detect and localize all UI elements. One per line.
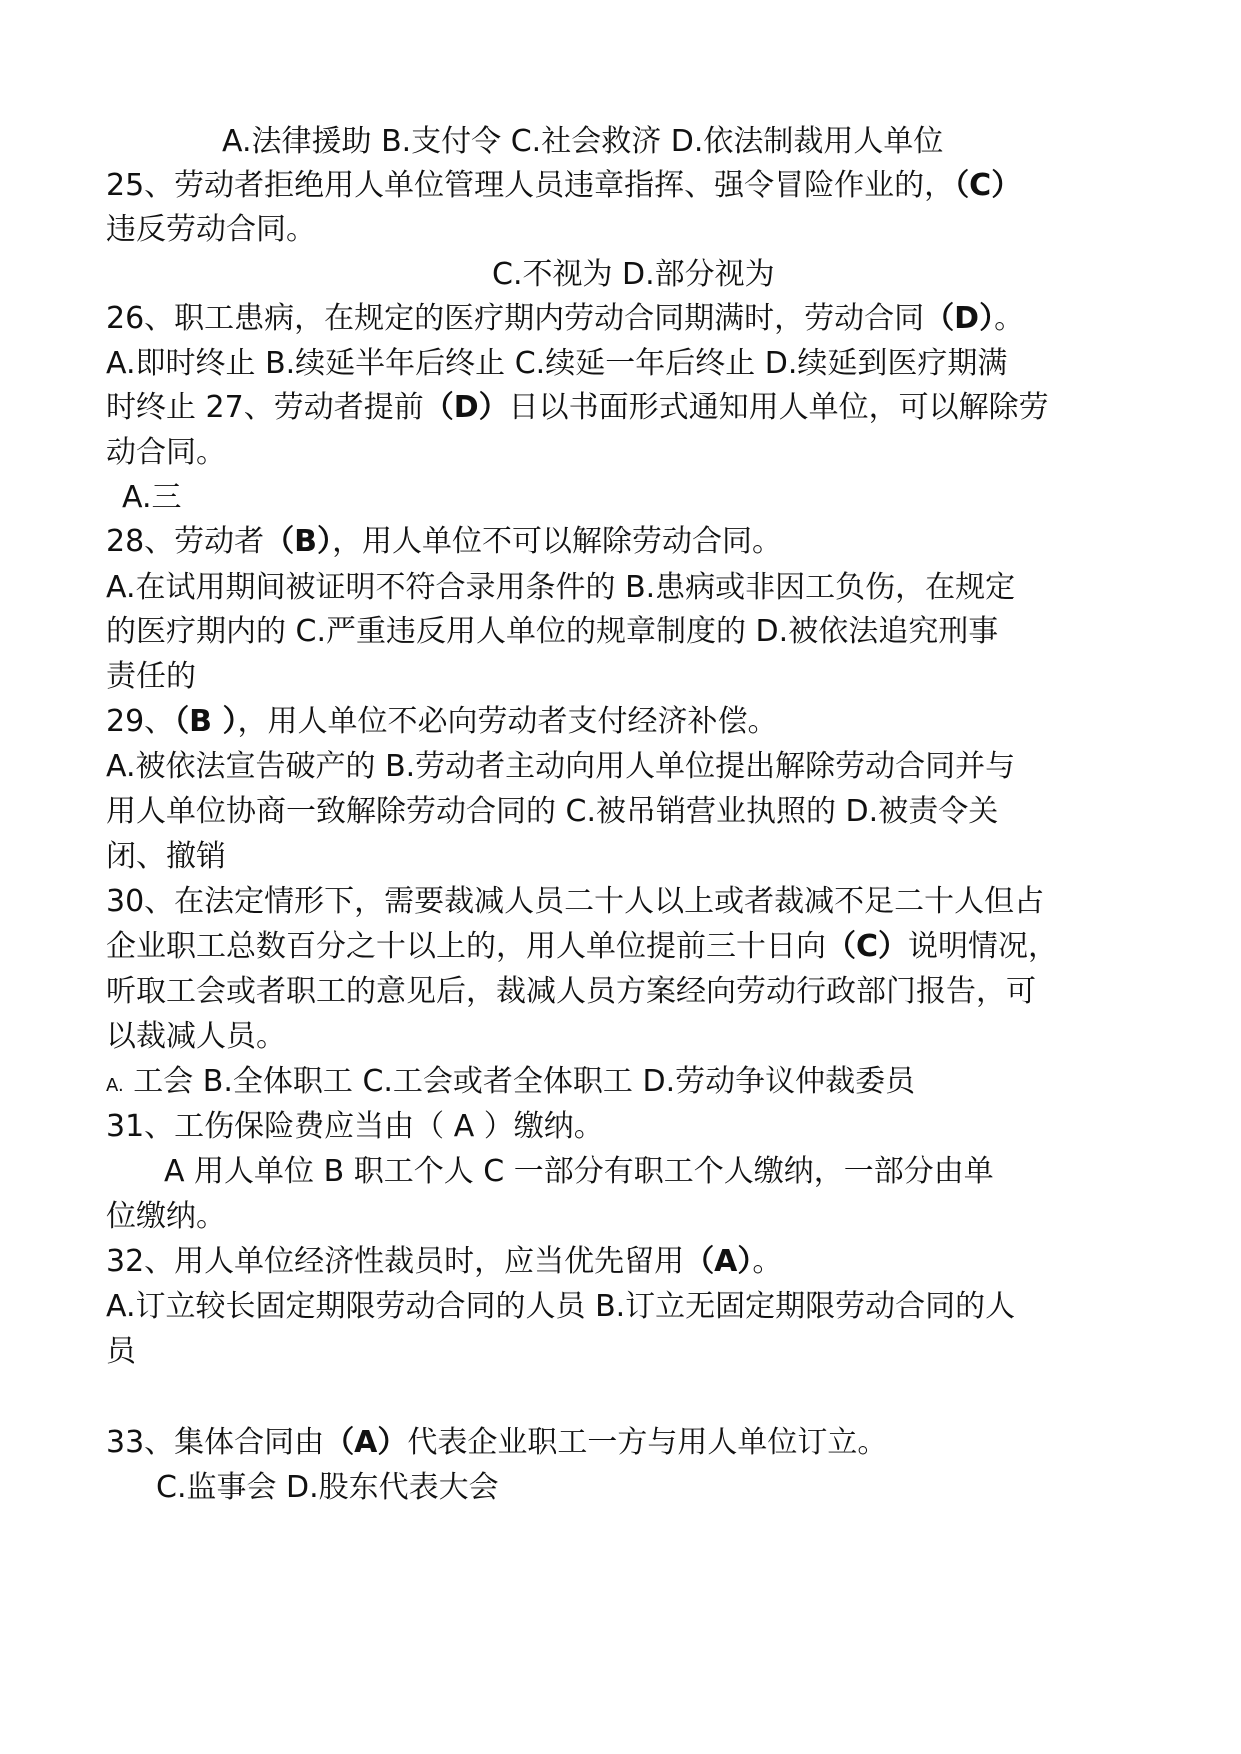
q28-options-cont — [106, 610, 998, 654]
options-text: 责任的 — [106, 659, 196, 694]
options-text: 员 — [106, 1334, 136, 1369]
q31-options — [164, 1150, 994, 1194]
question-text: 33、集体合同由 — [106, 1425, 325, 1460]
q28-question — [106, 520, 782, 564]
options-text: A.被依法宣告破产的 B.劳动者主动向用人单位提出解除劳动合同并与 — [106, 749, 1016, 784]
answer-marker: （C） — [954, 168, 1022, 203]
q29-options-cont — [106, 835, 226, 879]
options-text: A.即时终止 B.续延半年后终止 C.续延一年后终止 D.续延到医疗期满 — [106, 346, 1008, 381]
options-text: 闭、撤销 — [106, 839, 226, 874]
q32-question — [106, 1240, 782, 1284]
q33-options — [156, 1466, 499, 1510]
q28-options — [106, 566, 1015, 610]
question-text: 30、在法定情形下，需要裁减人员二十人以上或者裁减不足二十人但占 — [106, 884, 1045, 919]
question-text: 企业职工总数百分之十以上的，用人单位提前三十日向 — [106, 929, 826, 964]
question-text: 29、 — [106, 704, 175, 739]
options-text: 的医疗期内的 C.严重违反用人单位的规章制度的 D.被依法追究刑事 — [106, 614, 999, 649]
question-text: 。 — [994, 301, 1025, 336]
q32-options — [106, 1285, 1015, 1329]
q28-options-cont — [106, 655, 196, 699]
question-text: 32、用人单位经济性裁员时，应当优先留用 — [106, 1244, 685, 1279]
question-text: 违反劳动合同。 — [106, 212, 316, 247]
options-text: A 用人单位 B 职工个人 C 一部分有职工个人缴纳，一部分由单 — [164, 1154, 994, 1189]
q26-options — [106, 342, 1007, 386]
options-text: A. — [106, 1075, 124, 1096]
q30-question-cont — [106, 970, 1036, 1014]
q29-question — [106, 700, 778, 744]
q30-question — [106, 880, 1044, 924]
answer-marker: （D） — [924, 301, 995, 336]
question-text: 说明情况， — [908, 929, 1059, 964]
q32-options-cont — [106, 1330, 136, 1374]
question-text: ，用人单位不可以解除劳动合同。 — [332, 524, 783, 559]
question-text: 日以书面形式通知用人单位，可以解除劳 — [508, 390, 1049, 425]
q24-options — [222, 120, 943, 164]
question-text: 以裁减人员。 — [106, 1019, 286, 1054]
q27-question — [106, 386, 1049, 430]
answer-marker: （D） — [423, 390, 509, 425]
options-text: 用人单位协商一致解除劳动合同的 C.被吊销营业执照的 D.被责令关 — [106, 794, 999, 829]
q27-question-cont — [106, 431, 226, 475]
answer-marker: （A） — [324, 1425, 408, 1460]
q29-options-cont — [106, 790, 998, 834]
question-text: 代表企业职工一方与用人单位订立。 — [407, 1425, 888, 1460]
options-text: A.三 — [122, 480, 182, 515]
question-text: 听取工会或者职工的意见后，裁减人员方案经向劳动行政部门报告，可 — [106, 974, 1036, 1009]
q30-question-cont — [106, 1015, 286, 1059]
answer-marker: （A） — [684, 1244, 753, 1279]
question-text: 31、工伤保险费应当由（ A ）缴纳。 — [106, 1109, 604, 1144]
answer-marker: （B） — [264, 524, 333, 559]
options-text: A.在试用期间被证明不符合录用条件的 B.患病或非因工负伤，在规定 — [106, 570, 1016, 605]
q26-question — [106, 297, 1024, 341]
question-text: 28、劳动者 — [106, 524, 265, 559]
question-text: 动合同。 — [106, 435, 226, 470]
options-text: 工会 B.全体职工 C.工会或者全体职工 D.劳动争议仲裁委员 — [123, 1064, 916, 1099]
options-text: C.不视为 D.部分视为 — [492, 257, 775, 292]
q25-options — [492, 253, 775, 297]
options-text: 位缴纳。 — [106, 1199, 226, 1234]
options-text: A.订立较长固定期限劳动合同的人员 B.订立无固定期限劳动合同的人 — [106, 1289, 1016, 1324]
q30-options — [106, 1060, 915, 1104]
q31-options-cont — [106, 1195, 226, 1239]
q31-question — [106, 1105, 604, 1149]
q25-question — [106, 164, 1021, 208]
q27-options — [122, 476, 182, 520]
q29-options — [106, 745, 1015, 789]
question-text: 。 — [752, 1244, 783, 1279]
q30-question-cont — [106, 925, 1058, 969]
question-text: 26、职工患病，在规定的医疗期内劳动合同期满时，劳动合同 — [106, 301, 925, 336]
question-text: 时终止 27、劳动者提前 — [106, 390, 424, 425]
q33-question — [106, 1421, 887, 1465]
options-text: C.监事会 D.股东代表大会 — [156, 1470, 499, 1505]
question-text: ，用人单位不必向劳动者支付经济补偿。 — [237, 704, 778, 739]
question-text: 25、劳动者拒绝用人单位管理人员违章指挥、强令冒险作业的， — [106, 168, 955, 203]
answer-marker: （B ） — [174, 704, 238, 739]
text-line: A.法律援助 B.支付令 C.社会救济 D.依法制裁用人单位 — [222, 124, 944, 159]
q25-question-cont — [106, 208, 316, 252]
answer-marker: （C） — [826, 929, 909, 964]
